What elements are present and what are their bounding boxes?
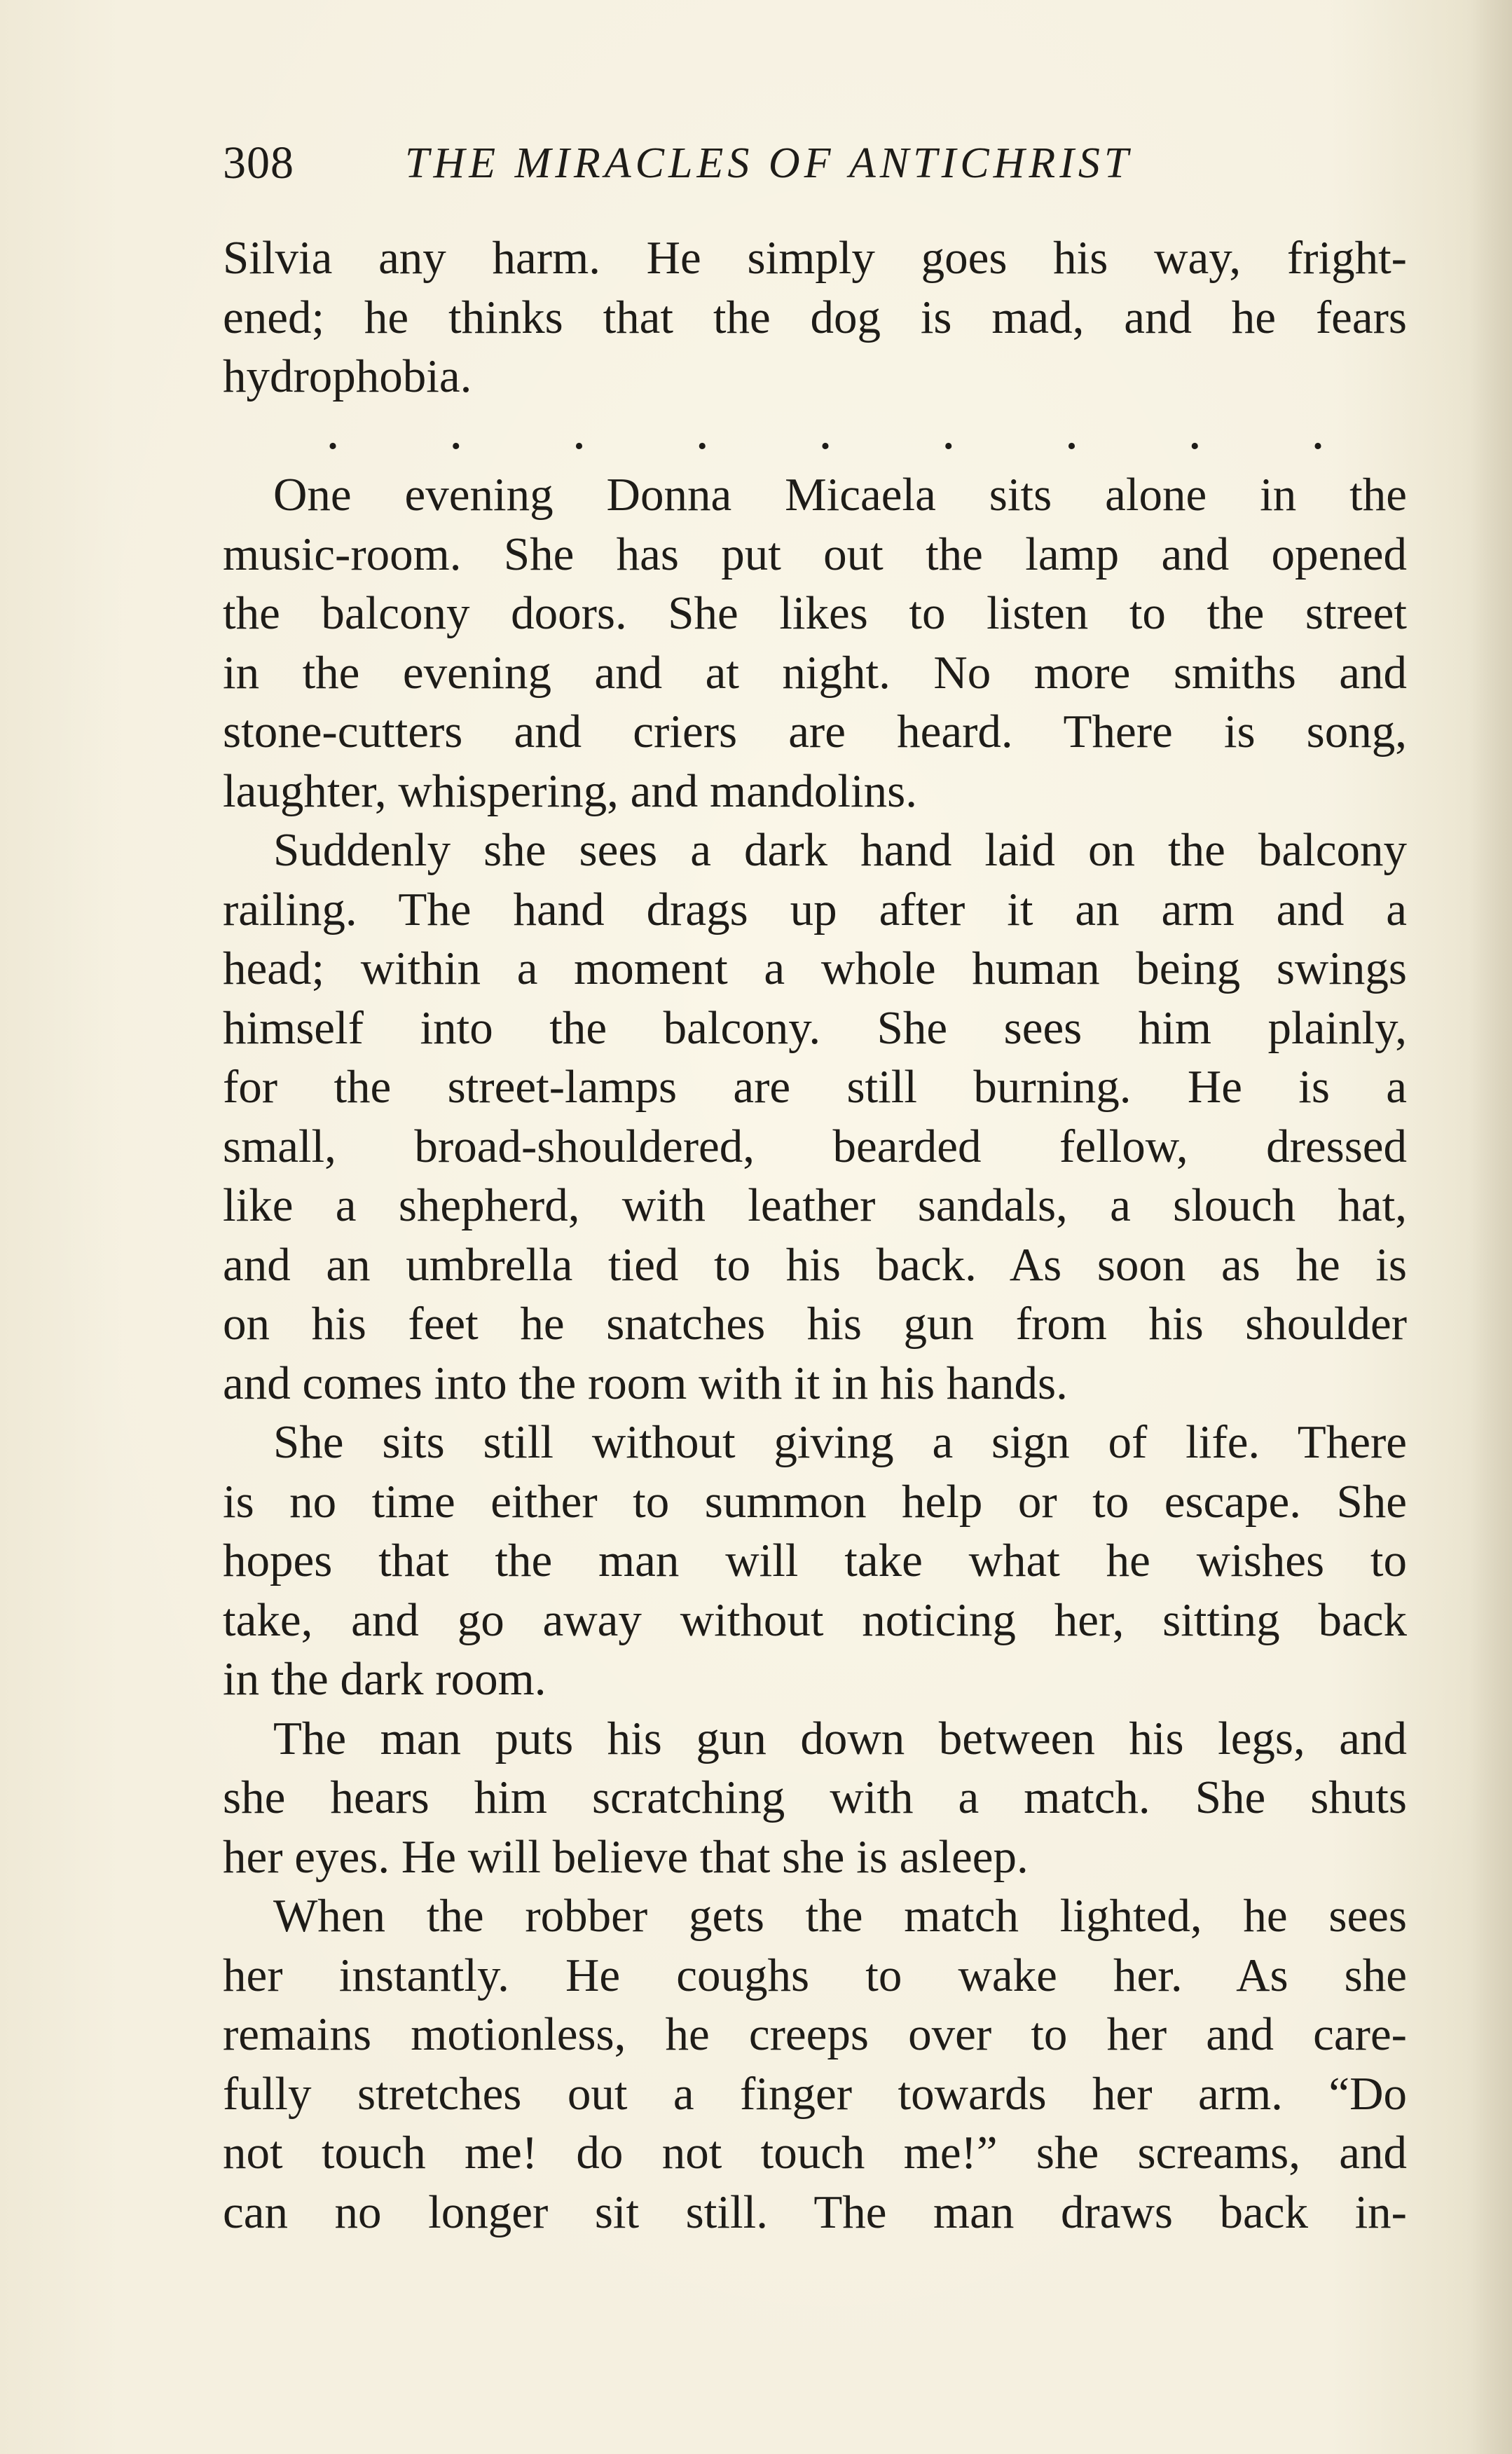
text-line: for the street-lamps are still burning. He is a	[223, 1061, 1407, 1113]
text-line: and an umbrella tied to his back. As soon as he is	[223, 1238, 1407, 1291]
text-line: himself into the balcony. She sees him plainly,	[223, 1001, 1407, 1054]
page-number: 308	[223, 137, 294, 188]
text-line: One evening Donna Micaela sits alone in the	[273, 469, 1407, 521]
text-line: Suddenly she sees a dark hand laid on the balcony	[273, 824, 1407, 876]
section-break-dot: .	[1190, 413, 1200, 458]
section-break-dot: .	[574, 413, 584, 458]
running-header	[223, 132, 1274, 195]
text-line: fully stretches out a finger towards her arm. “Do	[223, 2067, 1407, 2120]
text-line: the balcony doors. She likes to listen to the street	[223, 587, 1407, 639]
page-edge-shadow	[1470, 0, 1512, 2454]
text-line: She sits still without giving a sign of life. There	[273, 1416, 1407, 1468]
section-break-dot: .	[1066, 413, 1077, 458]
text-line: The man puts his gun down between his legs, and	[273, 1712, 1407, 1764]
text-line: laughter, whispering, and mandolins.	[223, 765, 917, 817]
section-break-dot: .	[820, 413, 830, 458]
text-line: her eyes. He will believe that she is asleep.	[223, 1830, 1029, 1883]
text-line: hydrophobia.	[223, 350, 472, 402]
text-line: head; within a moment a whole human being swings	[223, 942, 1407, 994]
section-break-dot: .	[1313, 413, 1323, 458]
section-break-dot: .	[697, 413, 708, 458]
text-line: take, and go away without noticing her, sitting back	[223, 1593, 1407, 1646]
text-line: railing. The hand drags up after it an arm and a	[223, 883, 1407, 935]
text-line: Silvia any harm. He simply goes his way, fright-	[223, 232, 1407, 284]
section-break	[223, 406, 1407, 466]
text-line: she hears him scratching with a match. She shuts	[223, 1771, 1407, 1823]
text-line: can no longer sit still. The man draws back in-	[223, 2186, 1407, 2238]
running-title: THE MIRACLES OF ANTICHRIST	[405, 139, 1133, 187]
text-line: When the robber gets the match lighted, he sees	[273, 1890, 1407, 1942]
section-break-dot: .	[328, 413, 338, 458]
text-line: small, broad-shouldered, bearded fellow, dressed	[223, 1120, 1407, 1172]
section-break-dot: .	[451, 413, 461, 458]
text-line: her instantly. He coughs to wake her. As she	[223, 1949, 1407, 2001]
text-line: in the dark room.	[223, 1653, 547, 1705]
text-line: not touch me! do not touch me!” she screams, and	[223, 2127, 1407, 2179]
text-line: ened; he thinks that the dog is mad, and he fears	[223, 291, 1407, 343]
body-text	[223, 228, 1407, 2242]
text-line: and comes into the room with it in his hands.	[223, 1357, 1068, 1409]
text-line: in the evening and at night. No more smiths and	[223, 646, 1407, 699]
text-line: like a shepherd, with leather sandals, a slouch hat,	[223, 1179, 1407, 1231]
section-break-dot: .	[943, 413, 954, 458]
text-line: is no time either to summon help or to escape. She	[223, 1475, 1407, 1528]
text-line: stone-cutters and criers are heard. There is song,	[223, 706, 1407, 758]
text-line: on his feet he snatches his gun from his shoulder	[223, 1298, 1407, 1350]
text-line: music-room. She has put out the lamp and opened	[223, 528, 1407, 580]
text-line: hopes that the man will take what he wishes to	[223, 1535, 1407, 1586]
text-line: remains motionless, he creeps over to her and care-	[223, 2008, 1407, 2060]
